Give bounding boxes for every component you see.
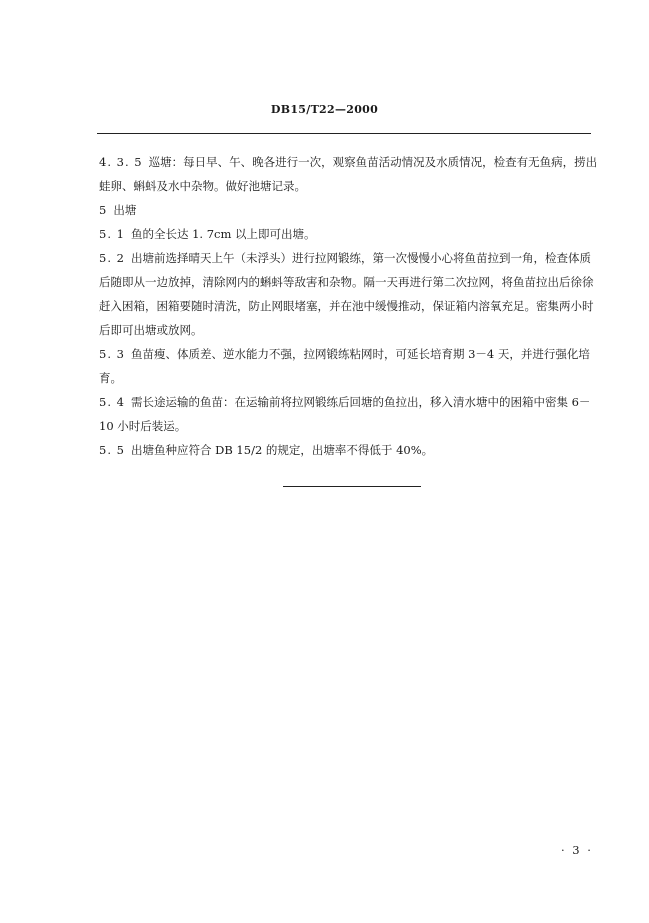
paragraph-4-3-5 xyxy=(99,150,602,198)
section-heading-5 xyxy=(99,198,602,222)
clause-number: 5. 3 xyxy=(99,347,125,361)
paragraph-5-3 xyxy=(99,342,602,390)
clause-number: 5. 1 xyxy=(99,227,125,241)
clause-number: 4. 3. 5 xyxy=(99,155,143,169)
section-number: 5 xyxy=(99,203,108,217)
clause-text: 鱼的全长达 1. 7cm 以上即可出塘。 xyxy=(130,227,316,241)
paragraph-5-1 xyxy=(99,222,602,246)
paragraph-5-4 xyxy=(99,390,602,438)
header-rule xyxy=(97,133,591,134)
clause-number: 5. 4 xyxy=(99,395,125,409)
standard-code-header: DB15/T22—2000 xyxy=(270,103,379,116)
clause-text: 巡塘：每日早、午、晚各进行一次，观察鱼苗活动情况及水质情况，检查有无鱼病，捞出蛙卵、蝌蚪及水中杂物。做好池塘记录。 xyxy=(99,155,598,193)
document-body xyxy=(99,150,602,462)
page-number: · 3 · xyxy=(561,843,593,857)
clause-text: 鱼苗瘦、体质差、逆水能力不强，拉网锻练粘网时，可延长培育期 3－4 天，并进行强化培育。 xyxy=(99,347,590,385)
clause-number: 5. 5 xyxy=(99,443,125,457)
end-of-document-rule xyxy=(283,486,421,487)
paragraph-5-5 xyxy=(99,438,602,462)
paragraph-5-2 xyxy=(99,246,602,342)
clause-text: 出塘前选择晴天上午（未浮头）进行拉网锻练，第一次慢慢小心将鱼苗拉到一角，检查体质后随即从一边放掉，清除网内的蝌蚪等敌害和杂物。隔一天再进行第二次拉网，将鱼苗拉出后徐徐赶入困箱，困箱要随时清洗，防止网眼堵塞，并在池中缓慢推动，保证箱内溶氧充足。密集两小时后即可出塘或放网。 xyxy=(99,251,594,337)
clause-text: 需长途运输的鱼苗：在运输前将拉网锻练后回塘的鱼拉出，移入清水塘中的困箱中密集 6－10 小时后装运。 xyxy=(99,395,591,433)
clause-number: 5. 2 xyxy=(99,251,125,265)
clause-text: 出塘鱼种应符合 DB 15/2 的规定，出塘率不得低于 40%。 xyxy=(130,443,434,457)
section-title: 出塘 xyxy=(113,203,137,217)
